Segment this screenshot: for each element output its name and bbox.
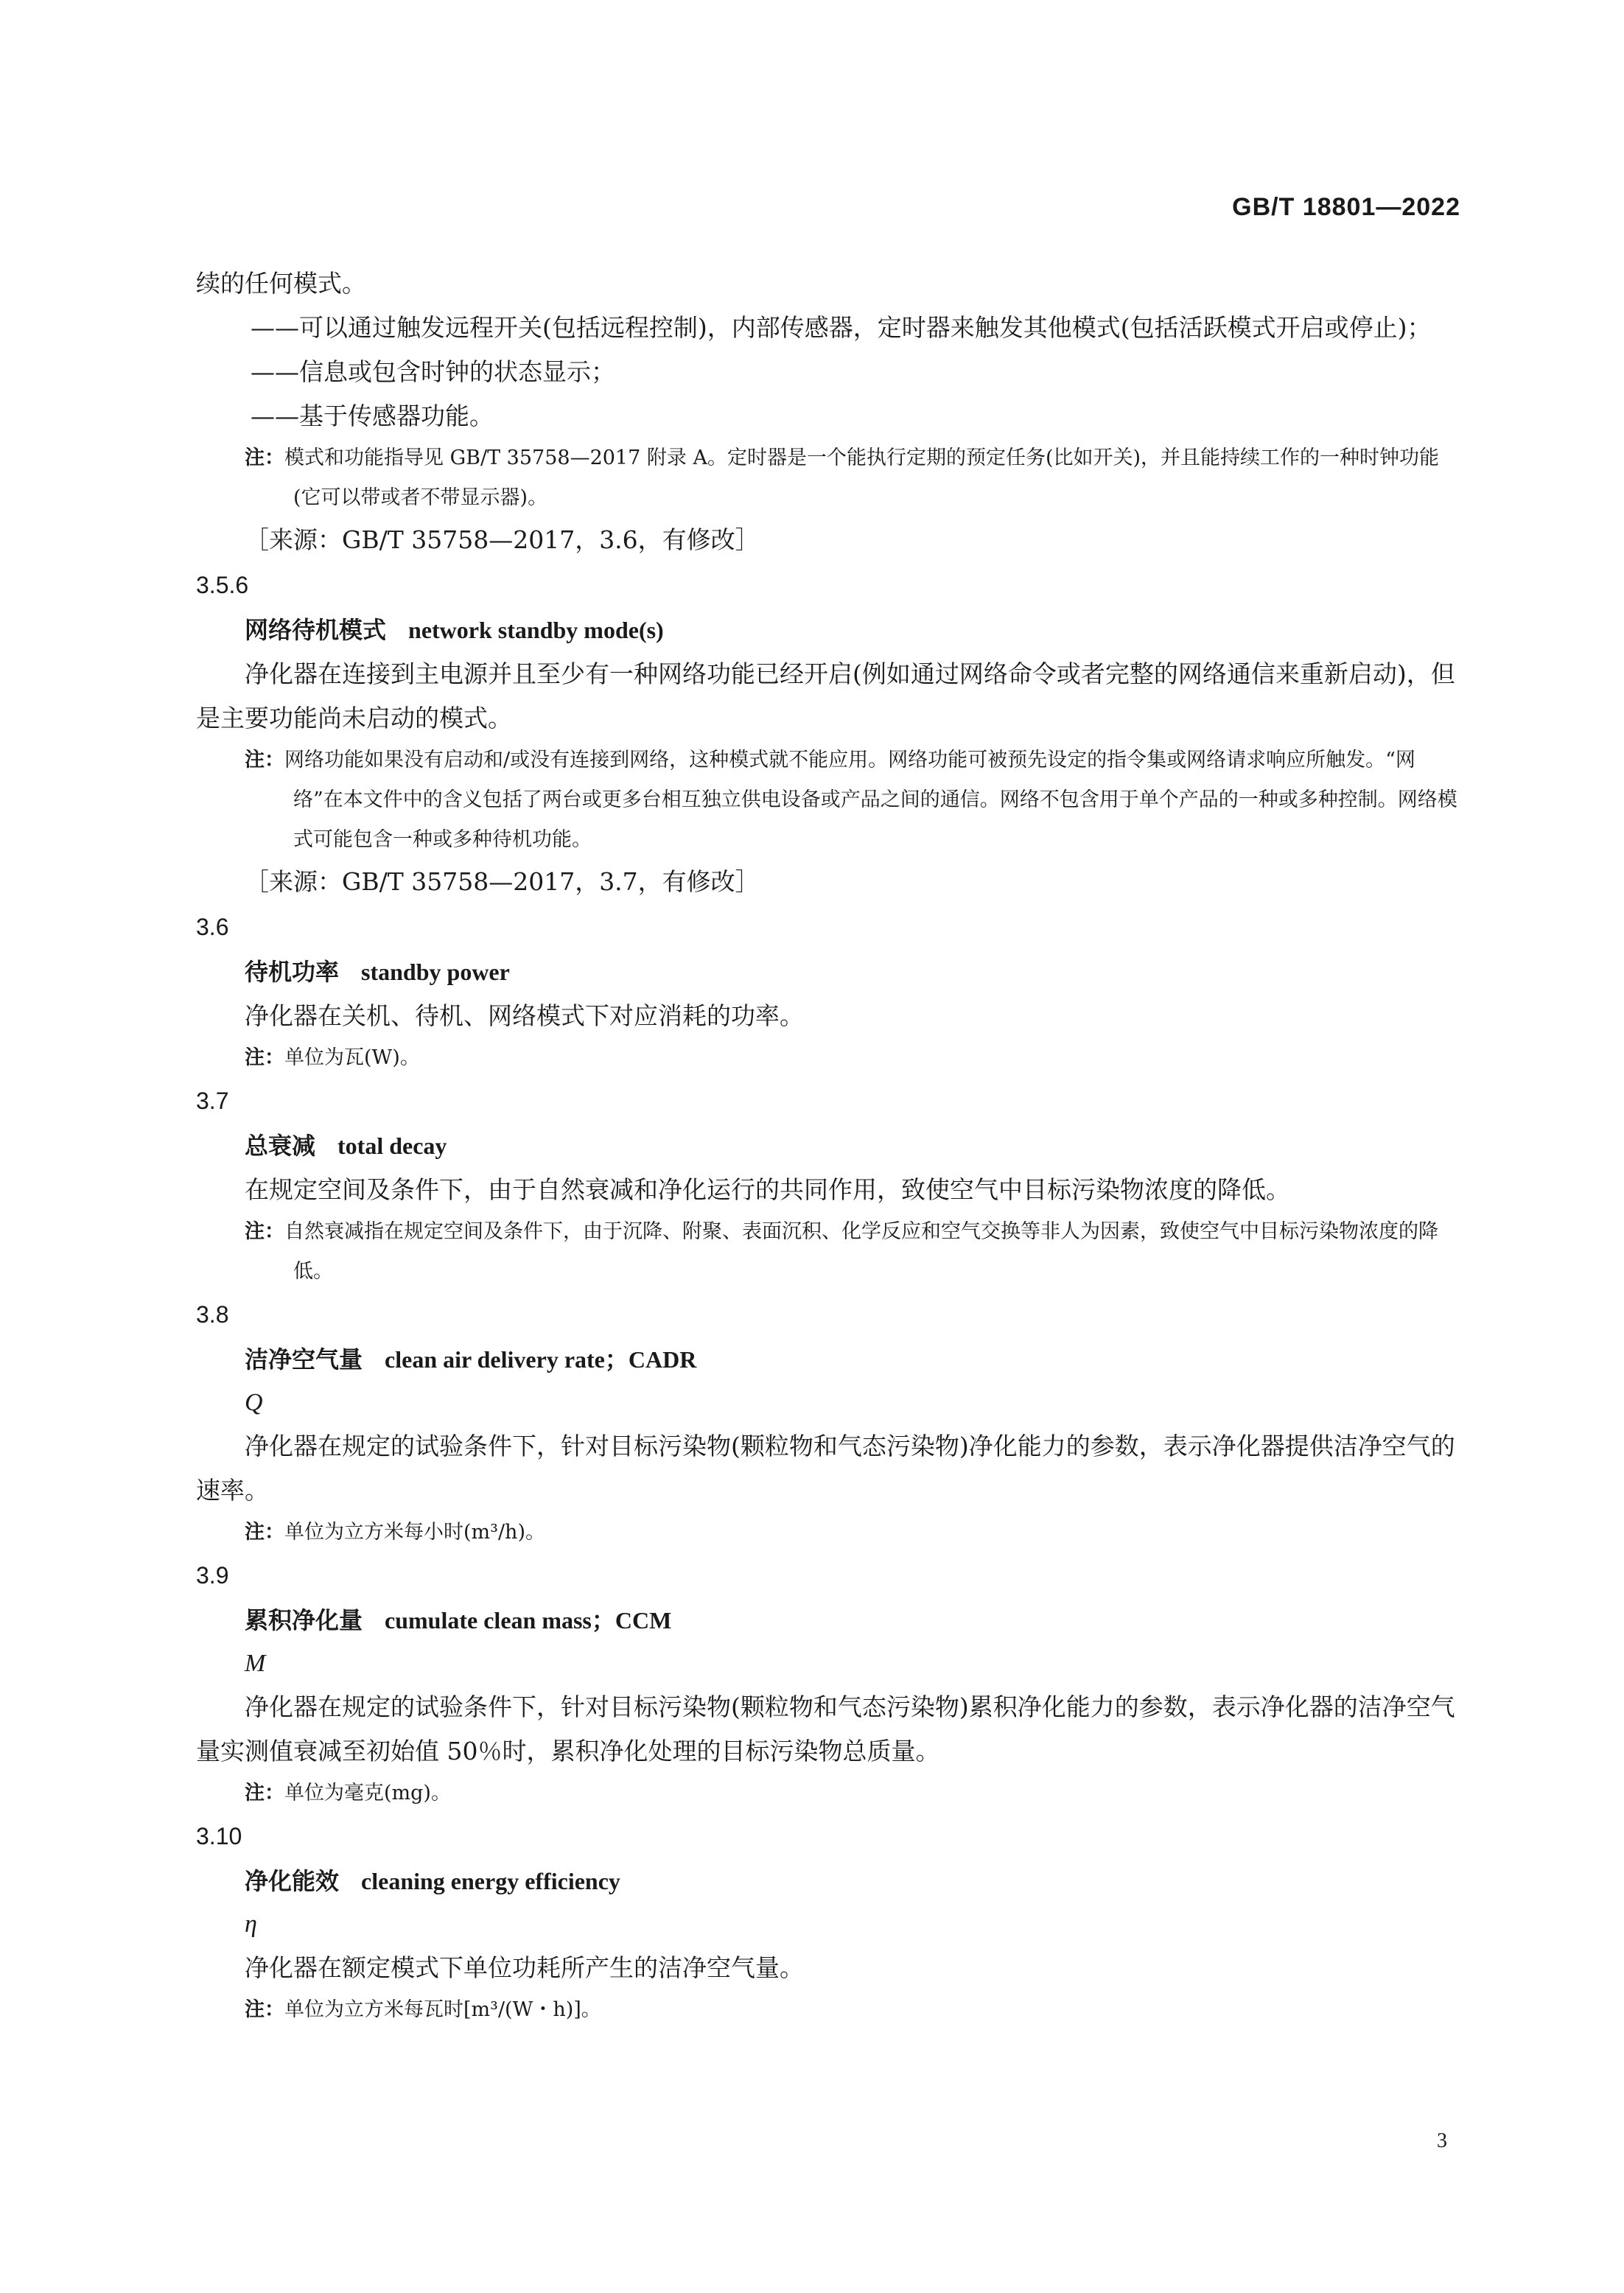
standard-code-header: GB/T 18801—2022 [1232,193,1460,221]
term-heading [196,1337,1463,1382]
term-symbol: Q [245,1389,263,1416]
term-definition: 净化器在连接到主电源并且至少有一种网络功能已经开启(例如通过网络命令或者完整的网络通信来重新启动)，但是主要功能尚未启动的模式。 [196,659,1455,732]
term-en: clean air delivery rate；CADR [385,1346,697,1373]
page-content [196,262,1463,2030]
note-text: 自然衰减指在规定空间及条件下，由于沉降、附聚、表面沉积、化学反应和空气交换等非人为因素，致使空气中目标污染物浓度的降低。 [284,1220,1438,1283]
note [196,741,1463,860]
term-heading [196,950,1463,994]
term-zh: 总衰减 [245,1132,316,1160]
note-text: 单位为立方米每瓦时[m³/(W・h)]。 [284,1998,601,2021]
term-definition: 在规定空间及条件下，由于自然衰减和净化运行的共同作用，致使空气中目标污染物浓度的降低。 [245,1175,1290,1204]
clause-number: 3.5.6 [196,572,249,598]
term-zh: 累积净化量 [245,1606,363,1634]
note-text: 单位为瓦(W)。 [284,1046,420,1069]
term-symbol: M [245,1650,266,1677]
term-heading [196,1859,1463,1903]
source-reference: ［来源：GB/T 35758—2017，3.7，有修改］ [245,867,760,896]
clause-number: 3.10 [196,1823,242,1849]
term-zh: 洁净空气量 [245,1345,363,1373]
note [196,1038,1463,1078]
note-text: 单位为毫克(mg)。 [284,1782,451,1804]
term-definition: 净化器在规定的试验条件下，针对目标污染物(颗粒物和气态污染物)净化能力的参数，表示净化器提供洁净空气的速率。 [196,1432,1455,1505]
term-symbol: η [245,1911,257,1938]
note [196,1212,1463,1292]
clause-number: 3.9 [196,1562,229,1589]
note-label: 注： [245,1998,284,2021]
note-label: 注： [245,447,284,469]
term-definition: 净化器在关机、待机、网络模式下对应消耗的功率。 [245,1001,804,1030]
note-label: 注： [245,1046,284,1069]
note [196,1774,1463,1813]
term-heading [196,1598,1463,1642]
term-heading [196,608,1463,652]
term-en: network standby mode(s) [408,617,664,643]
note-label: 注： [245,1521,284,1544]
clause-number: 3.7 [196,1088,229,1114]
list-item-remote-trigger: ——可以通过触发远程开关(包括远程控制)，内部传感器，定时器来触发其他模式(包括活跃模式开启或停止)； [251,313,1432,342]
list-item-status-display: ——信息或包含时钟的状态显示； [251,357,615,386]
note-label: 注： [245,749,284,771]
list-item-sensor-function: ——基于传感器功能。 [251,402,494,430]
note [196,438,1463,518]
term-en: standby power [361,959,510,985]
term-heading [196,1124,1463,1168]
term-definition: 净化器在额定模式下单位功耗所产生的洁净空气量。 [245,1953,804,1982]
term-definition: 净化器在规定的试验条件下，针对目标污染物(颗粒物和气态污染物)累积净化能力的参数，表示净化器的洁净空气量实测值衰减至初始值 50％时，累积净化处理的目标污染物总质量。 [196,1692,1455,1765]
term-zh: 净化能效 [245,1867,340,1895]
page-number: 3 [1437,2129,1447,2152]
note-text: 网络功能如果没有启动和/或没有连接到网络，这种模式就不能应用。网络功能可被预先设定的指令集或网络请求响应所触发。“网络”在本文件中的含义包括了两台或更多台相互独立供电设备或产品之间的通信。网络不包含用于单个产品的一种或多种控制。网络模式可能包含一种或多种待机功能。 [284,749,1457,851]
term-en: cleaning energy efficiency [361,1868,620,1894]
term-zh: 网络待机模式 [245,616,387,644]
term-en: cumulate clean mass；CCM [385,1607,672,1634]
source-reference: ［来源：GB/T 35758—2017，3.6，有修改］ [245,525,760,554]
note-text: 模式和功能指导见 GB/T 35758—2017 附录 A。定时器是一个能执行定期的预定任务(比如开关)，并且能持续工作的一种时钟功能(它可以带或者不带显示器)。 [284,447,1440,509]
note [196,1990,1463,2030]
term-zh: 待机功率 [245,958,340,986]
note-label: 注： [245,1220,284,1243]
note [196,1513,1463,1552]
term-en: total decay [337,1133,447,1159]
note-text: 单位为立方米每小时(m³/h)。 [284,1521,545,1544]
note-label: 注： [245,1782,284,1804]
clause-number: 3.6 [196,914,229,940]
clause-number: 3.8 [196,1301,229,1328]
continued-text: 续的任何模式。 [196,269,366,298]
